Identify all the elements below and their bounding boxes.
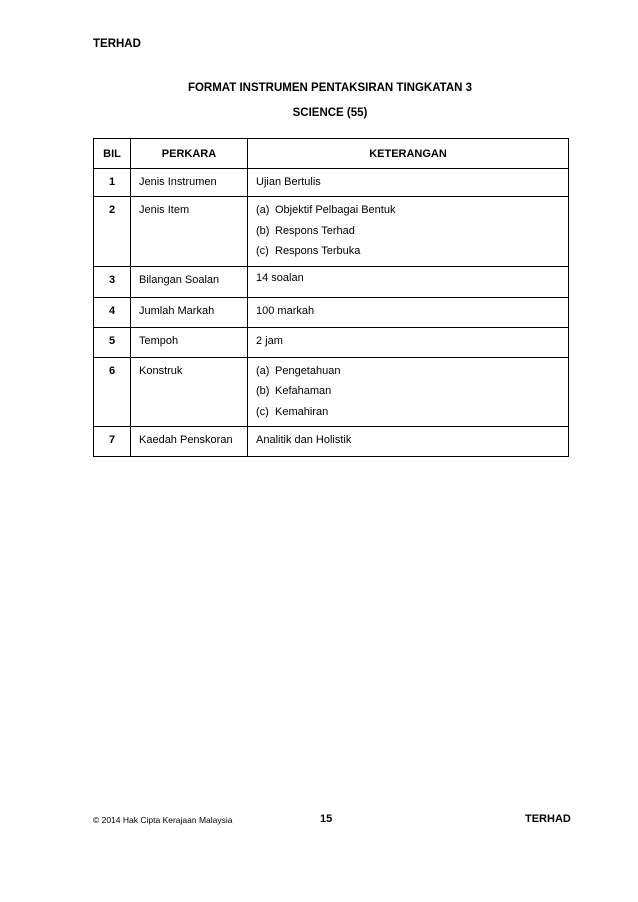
perkara-text: Jenis Instrumen	[139, 176, 217, 188]
item-text: Pengetahuan	[275, 364, 341, 377]
keterangan-item	[256, 225, 560, 246]
row-keterangan	[248, 169, 569, 197]
keterangan-item	[256, 385, 560, 406]
keterangan-item	[256, 365, 560, 386]
footer-classification: TERHAD	[525, 813, 571, 825]
column-header-keterangan: KETERANGAN	[248, 139, 569, 169]
row-perkara	[131, 197, 248, 267]
perkara-text: Jenis Item	[139, 204, 190, 216]
table-row	[94, 197, 569, 267]
item-text: Objektif Pelbagai Bentuk	[275, 204, 396, 216]
row-keterangan	[248, 357, 569, 427]
perkara-text: Kaedah Penskoran	[139, 434, 233, 446]
item-label: (c)	[256, 245, 269, 257]
item-text: Respons Terhad	[275, 224, 355, 237]
row-number	[94, 169, 131, 197]
perkara-text: Tempoh	[139, 334, 179, 347]
item-label: (a)	[256, 204, 270, 216]
perkara-text: Jumlah Markah	[139, 304, 215, 317]
item-text: Kefahaman	[275, 385, 332, 397]
document-title: FORMAT INSTRUMEN PENTAKSIRAN TINGKATAN 3	[187, 82, 473, 94]
row-number-text: 4	[108, 304, 116, 317]
column-header-bil: BIL	[94, 139, 131, 169]
row-perkara	[131, 427, 248, 457]
row-keterangan	[248, 197, 569, 267]
item-label: (a)	[256, 364, 270, 377]
keterangan-text: Analitik dan Holistik	[256, 434, 352, 446]
row-number	[94, 357, 131, 427]
keterangan-text: 14 soalan	[256, 271, 304, 284]
table-row	[94, 297, 569, 327]
keterangan-item	[256, 245, 560, 266]
row-number	[94, 266, 131, 297]
page-number: 15	[320, 813, 333, 825]
table-row	[94, 327, 569, 357]
row-number	[94, 297, 131, 327]
row-number	[94, 197, 131, 267]
row-number	[94, 327, 131, 357]
row-perkara	[131, 327, 248, 357]
keterangan-text: 100 markah	[256, 304, 315, 317]
row-keterangan	[248, 427, 569, 457]
row-number-text: 5	[108, 334, 116, 347]
table-row	[94, 357, 569, 427]
keterangan-text: Ujian Bertulis	[256, 176, 321, 188]
row-number	[94, 427, 131, 457]
item-text: Kemahiran	[275, 405, 329, 418]
row-number-text: 2	[108, 204, 116, 216]
perkara-text: Konstruk	[139, 364, 183, 377]
row-perkara	[131, 169, 248, 197]
format-table	[93, 138, 569, 457]
row-keterangan	[248, 266, 569, 297]
row-keterangan	[248, 297, 569, 327]
table-row	[94, 266, 569, 297]
column-header-perkara: PERKARA	[131, 139, 248, 169]
row-perkara	[131, 297, 248, 327]
row-perkara	[131, 266, 248, 297]
perkara-text: Bilangan Soalan	[139, 273, 220, 286]
item-label: (b)	[256, 224, 270, 237]
footer-copyright: © 2014 Hak Cipta Kerajaan Malaysia	[93, 815, 233, 825]
item-label: (c)	[256, 405, 269, 418]
keterangan-item	[256, 406, 560, 427]
row-number-text: 3	[108, 273, 116, 286]
table-header-row	[94, 139, 569, 169]
keterangan-item	[256, 204, 560, 225]
document-subtitle: SCIENCE (55)	[292, 107, 368, 119]
row-number-text: 7	[108, 434, 116, 446]
row-number-text: 6	[108, 364, 116, 377]
keterangan-text: 2 jam	[256, 334, 283, 347]
row-keterangan	[248, 327, 569, 357]
header-classification: TERHAD	[93, 38, 141, 50]
table-row	[94, 169, 569, 197]
table-row	[94, 427, 569, 457]
item-label: (b)	[256, 385, 270, 397]
row-number-text: 1	[108, 176, 116, 188]
row-perkara	[131, 357, 248, 427]
item-text: Respons Terbuka	[275, 245, 361, 257]
